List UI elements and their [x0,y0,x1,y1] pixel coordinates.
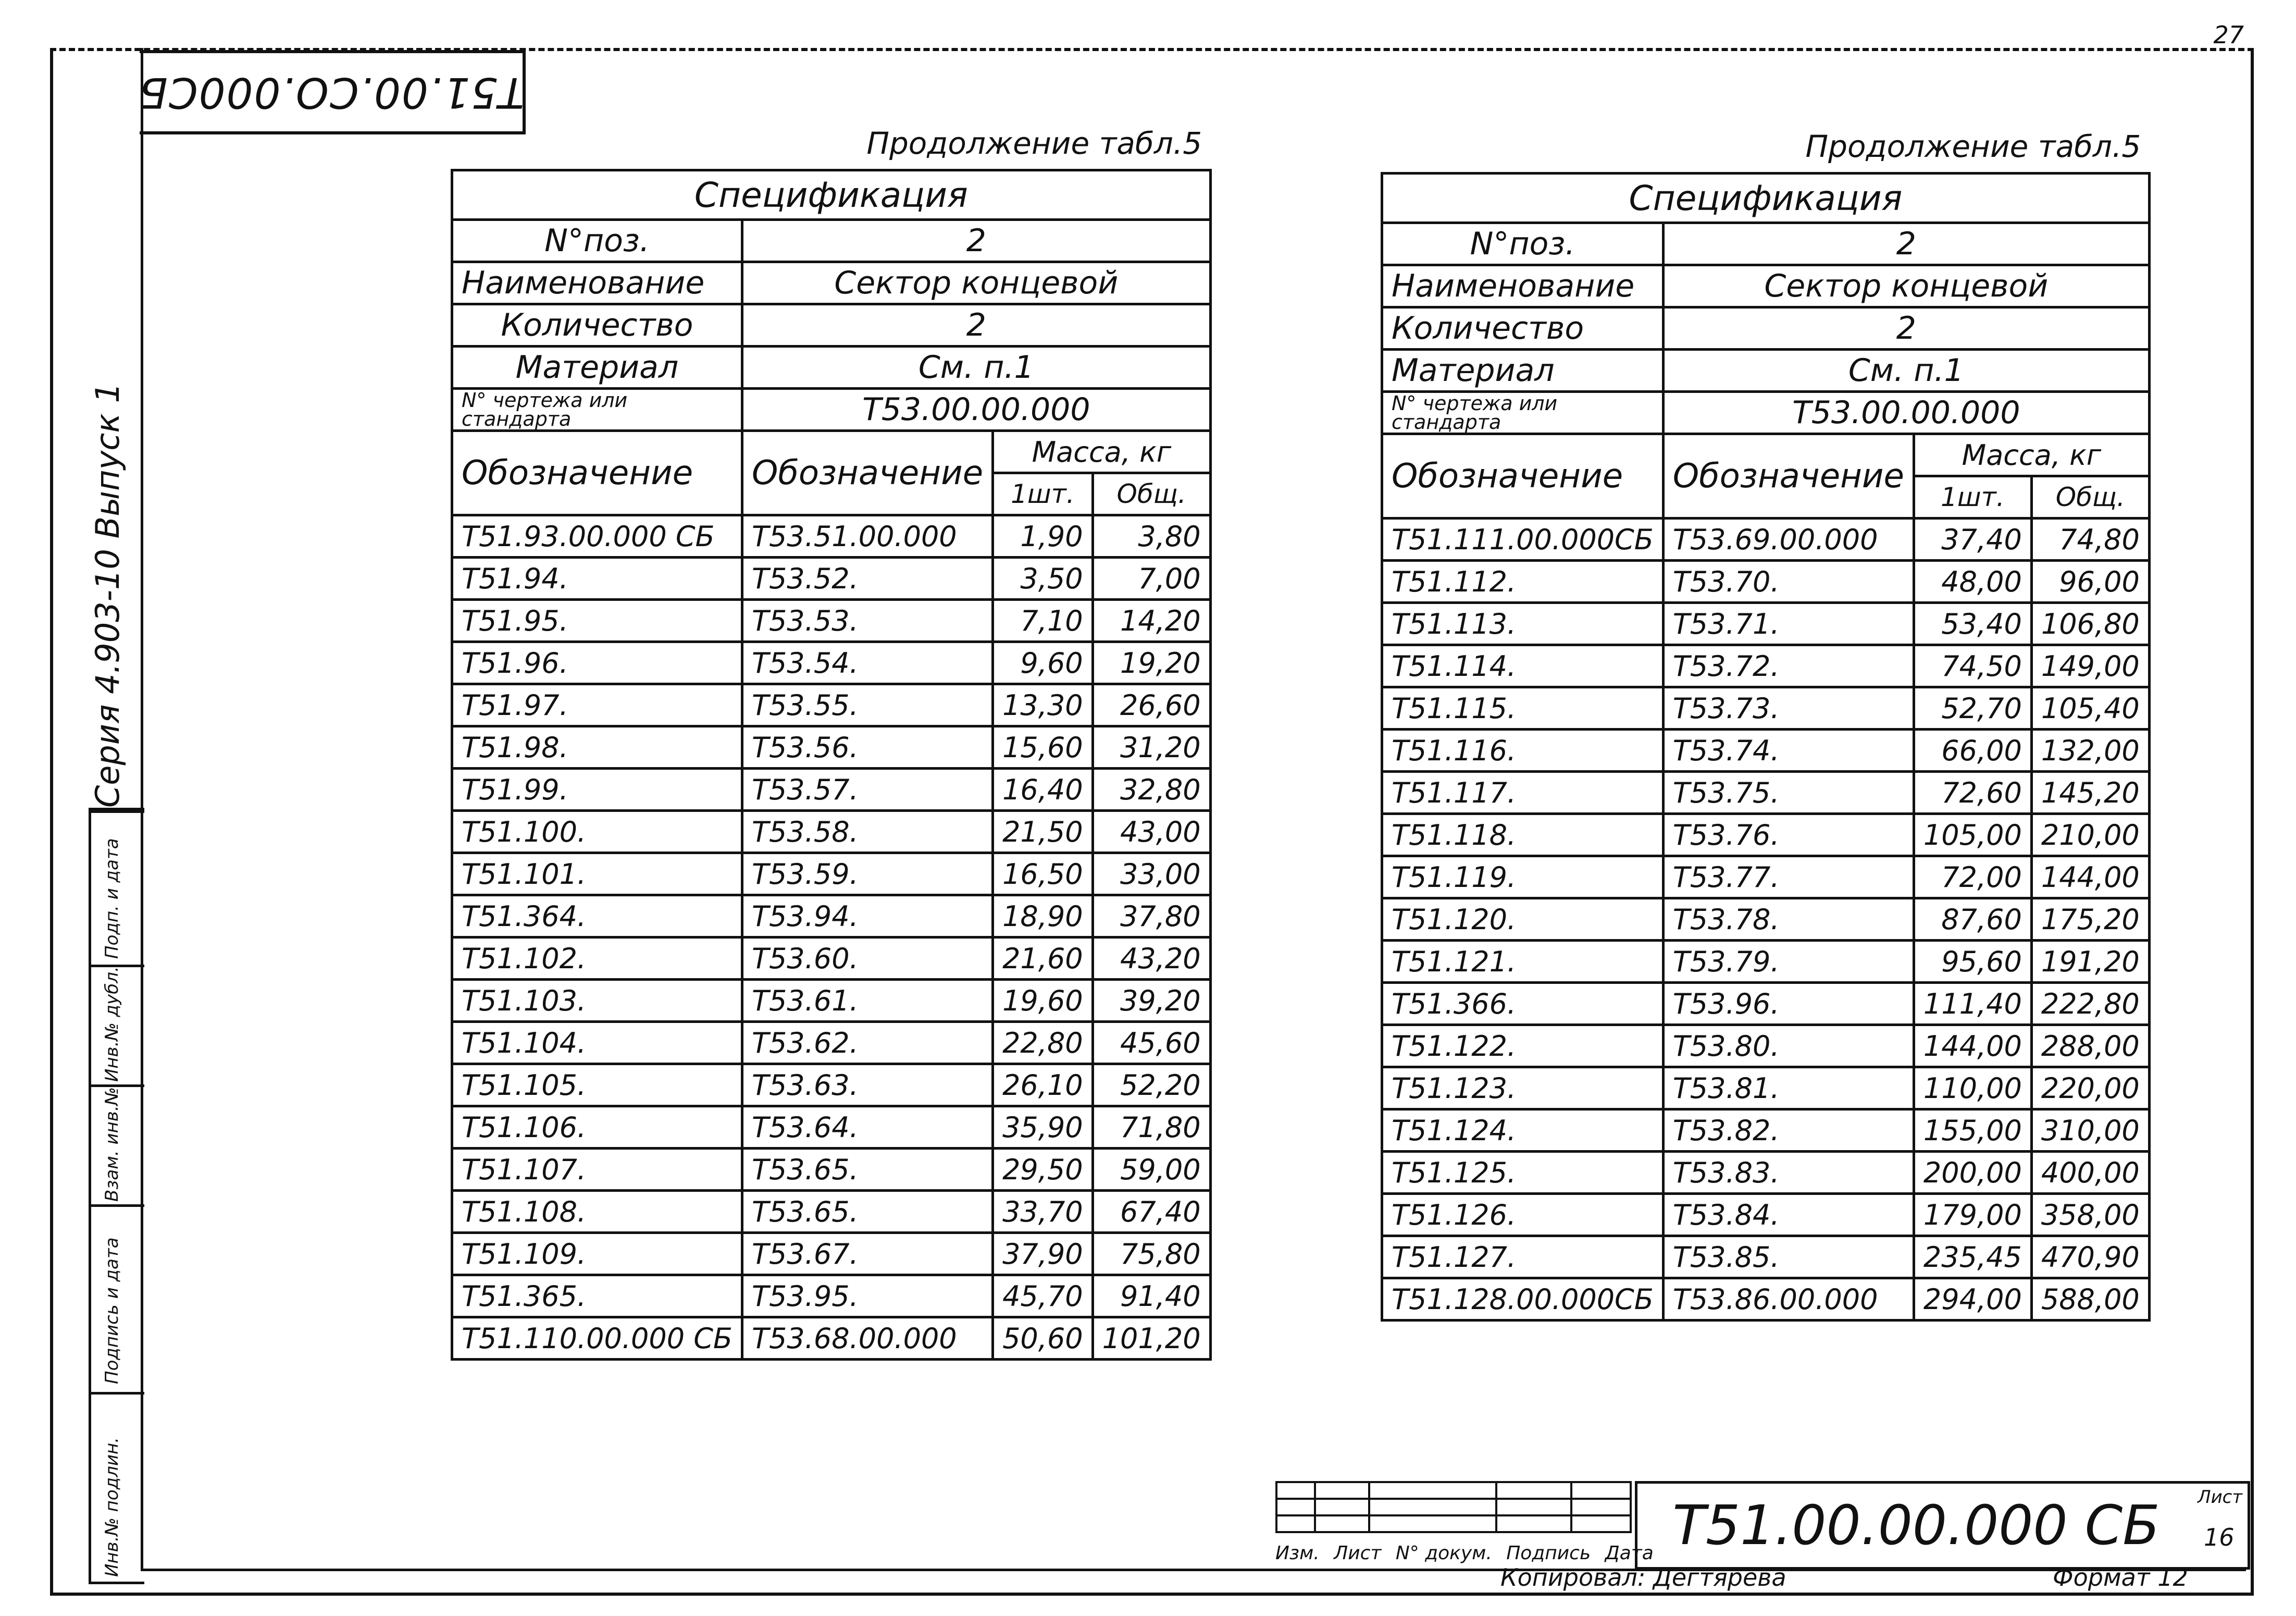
col-designation: Обозначение [1382,434,1664,519]
table-row [452,811,1211,853]
table-row [1382,1025,2150,1067]
unit-mass-cell: 45,70 [993,1275,1093,1317]
table-row [1382,603,2150,645]
designation-cell: Т51.125. [1382,1152,1664,1194]
designation-2-cell: Т53.54. [742,642,992,684]
name-value: Сектор концевой [1663,265,2149,307]
unit-mass-cell: 74,50 [1914,645,2031,687]
table-row [452,1022,1211,1064]
designation-2-cell: Т53.85. [1663,1236,1914,1278]
table-row [452,642,1211,684]
designation-2-cell: Т53.68.00.000 [742,1317,992,1360]
sheet-box [2192,1481,2250,1570]
unit-mass-cell: 9,60 [993,642,1093,684]
designation-cell: Т51.102. [452,937,742,980]
right-spec-table [1381,123,2151,1322]
col-designation-2: Обозначение [1663,434,1914,519]
designation-cell: Т51.97. [452,684,742,726]
designation-2-cell: Т53.94. [742,895,992,937]
total-mass-cell: 91,40 [1093,1275,1210,1317]
total-mass-cell: 7,00 [1093,558,1210,600]
designation-cell: Т51.114. [1382,645,1664,687]
designation-cell: Т51.366. [1382,983,1664,1025]
total-mass-cell: 32,80 [1093,769,1210,811]
total-mass-cell: 220,00 [2031,1067,2149,1109]
designation-cell: Т51.115. [1382,687,1664,730]
unit-mass-cell: 110,00 [1914,1067,2031,1109]
unit-mass-cell: 200,00 [1914,1152,2031,1194]
unit-mass-cell: 21,50 [993,811,1093,853]
total-mass-cell: 67,40 [1093,1191,1210,1233]
approval-strip [89,808,144,1584]
total-mass-cell: 106,80 [2031,603,2149,645]
drawing-label: N° чертежа или стандарта [452,389,742,431]
table-row [1382,561,2150,603]
total-mass-cell: 45,60 [1093,1022,1210,1064]
table-row [452,1233,1211,1275]
pos-label: N°поз. [1382,223,1664,265]
name-label: Наименование [1382,265,1664,307]
designation-2-cell: Т53.84. [1663,1194,1914,1236]
designation-cell: Т51.105. [452,1064,742,1106]
unit-mass-cell: 50,60 [993,1317,1093,1360]
total-mass-cell: 101,20 [1093,1317,1210,1360]
qty-value: 2 [1663,307,2149,350]
table-row [452,1106,1211,1149]
qty-label: Количество [1382,307,1664,350]
unit-mass-cell: 16,50 [993,853,1093,895]
total-mass-cell: 33,00 [1093,853,1210,895]
designation-cell: Т51.95. [452,600,742,642]
designation-cell: Т51.365. [452,1275,742,1317]
table-row [1382,1236,2150,1278]
material-label: Материал [1382,350,1664,392]
table-row [1382,1067,2150,1109]
designation-2-cell: Т53.57. [742,769,992,811]
table-row [452,853,1211,895]
revision-grid [1275,1481,1632,1533]
designation-cell: Т51.122. [1382,1025,1664,1067]
total-mass-cell: 3,80 [1093,515,1210,558]
total-mass-cell: 588,00 [2031,1278,2149,1321]
designation-cell: Т51.109. [452,1233,742,1275]
unit-mass-cell: 294,00 [1914,1278,2031,1321]
table-row [1382,1152,2150,1194]
unit-mass-cell: 21,60 [993,937,1093,980]
designation-2-cell: Т53.86.00.000 [1663,1278,1914,1321]
designation-2-cell: Т53.75. [1663,772,1914,814]
table-row [1382,1109,2150,1152]
designation-2-cell: Т53.77. [1663,856,1914,898]
total-mass-cell: 71,80 [1093,1106,1210,1149]
designation-cell: Т51.103. [452,980,742,1022]
unit-mass-cell: 35,90 [993,1106,1093,1149]
sheet-number: 16 [2204,1523,2235,1551]
total-mass-cell: 14,20 [1093,600,1210,642]
unit-mass-cell: 155,00 [1914,1109,2031,1152]
table-row [1382,941,2150,983]
unit-mass-cell: 105,00 [1914,814,2031,856]
table-row [452,895,1211,937]
col-per-unit: 1шт. [1914,476,2031,519]
total-mass-cell: 43,20 [1093,937,1210,980]
designation-cell: Т51.128.00.000СБ [1382,1278,1664,1321]
designation-cell: Т51.110.00.000 СБ [452,1317,742,1360]
total-mass-cell: 52,20 [1093,1064,1210,1106]
unit-mass-cell: 72,00 [1914,856,2031,898]
strip-label: Подпись и дата [102,1237,122,1384]
total-mass-cell: 144,00 [2031,856,2149,898]
total-mass-cell: 358,00 [2031,1194,2149,1236]
rev-label: Дата [1605,1543,1654,1564]
designation-2-cell: Т53.76. [1663,814,1914,856]
designation-cell: Т51.107. [452,1149,742,1191]
drawing-label: N° чертежа или стандарта [1382,392,1664,434]
designation-cell: Т51.100. [452,811,742,853]
table-row [1382,772,2150,814]
total-mass-cell: 39,20 [1093,980,1210,1022]
table-row [1382,519,2150,561]
designation-2-cell: Т53.59. [742,853,992,895]
total-mass-cell: 43,00 [1093,811,1210,853]
designation-2-cell: Т53.60. [742,937,992,980]
unit-mass-cell: 26,10 [993,1064,1093,1106]
designation-2-cell: Т53.61. [742,980,992,1022]
designation-cell: Т51.127. [1382,1236,1664,1278]
table-title: Спецификация [1382,174,2150,223]
table-row [1382,1194,2150,1236]
rev-label: Подпись [1506,1543,1591,1564]
table-row [1382,1278,2150,1321]
designation-cell: Т51.126. [1382,1194,1664,1236]
designation-cell: Т51.93.00.000 СБ [452,515,742,558]
strip-label: Инв.№ подлин. [102,1437,122,1577]
total-mass-cell: 222,80 [2031,983,2149,1025]
table-row [452,515,1211,558]
designation-cell: Т51.119. [1382,856,1664,898]
unit-mass-cell: 66,00 [1914,730,2031,772]
table-row [452,769,1211,811]
designation-2-cell: Т53.80. [1663,1025,1914,1067]
unit-mass-cell: 179,00 [1914,1194,2031,1236]
designation-2-cell: Т53.95. [742,1275,992,1317]
strip-label: Подп. и дата [102,838,122,959]
table-row [452,1191,1211,1233]
qty-value: 2 [742,304,1210,347]
designation-2-cell: Т53.70. [1663,561,1914,603]
unit-mass-cell: 48,00 [1914,561,2031,603]
designation-cell: Т51.116. [1382,730,1664,772]
unit-mass-cell: 37,90 [993,1233,1093,1275]
designation-2-cell: Т53.52. [742,558,992,600]
table-row [1382,898,2150,941]
unit-mass-cell: 72,60 [1914,772,2031,814]
unit-mass-cell: 52,70 [1914,687,2031,730]
unit-mass-cell: 37,40 [1914,519,2031,561]
table-row [1382,645,2150,687]
title-block [1275,1481,2248,1564]
total-mass-cell: 75,80 [1093,1233,1210,1275]
designation-cell: Т51.112. [1382,561,1664,603]
designation-cell: Т51.108. [452,1191,742,1233]
unit-mass-cell: 33,70 [993,1191,1093,1233]
total-mass-cell: 31,20 [1093,726,1210,769]
total-mass-cell: 175,20 [2031,898,2149,941]
table-row [452,980,1211,1022]
unit-mass-cell: 19,60 [993,980,1093,1022]
designation-cell: Т51.104. [452,1022,742,1064]
rev-label: Лист [1334,1543,1382,1564]
series-label: Серия 4.903-10 Выпуск 1 [89,383,127,808]
table-row [1382,856,2150,898]
designation-cell: Т51.120. [1382,898,1664,941]
unit-mass-cell: 7,10 [993,600,1093,642]
designation-2-cell: Т53.96. [1663,983,1914,1025]
designation-2-cell: Т53.81. [1663,1067,1914,1109]
unit-mass-cell: 144,00 [1914,1025,2031,1067]
designation-cell: Т51.123. [1382,1067,1664,1109]
table-row [1382,687,2150,730]
designation-cell: Т51.96. [452,642,742,684]
designation-2-cell: Т53.63. [742,1064,992,1106]
table-caption: Продолжение табл.5 [1382,123,2150,174]
unit-mass-cell: 15,60 [993,726,1093,769]
col-designation: Обозначение [452,431,742,515]
designation-cell: Т51.98. [452,726,742,769]
total-mass-cell: 37,80 [1093,895,1210,937]
total-mass-cell: 59,00 [1093,1149,1210,1191]
unit-mass-cell: 22,80 [993,1022,1093,1064]
rev-label: Изм. [1275,1543,1320,1564]
unit-mass-cell: 95,60 [1914,941,2031,983]
designation-cell: Т51.364. [452,895,742,937]
table-title: Спецификация [452,170,1211,220]
unit-mass-cell: 18,90 [993,895,1093,937]
page-number: 27 [2213,21,2244,49]
unit-mass-cell: 1,90 [993,515,1093,558]
stamp-code: Т51.00.СО.000СБ [138,68,525,117]
designation-2-cell: Т53.51.00.000 [742,515,992,558]
unit-mass-cell: 87,60 [1914,898,2031,941]
table-row [452,558,1211,600]
total-mass-cell: 96,00 [2031,561,2149,603]
designation-cell: Т51.101. [452,853,742,895]
col-mass: Масса, кг [1914,434,2149,476]
unit-mass-cell: 3,50 [993,558,1093,600]
designation-2-cell: Т53.64. [742,1106,992,1149]
table-row [1382,814,2150,856]
unit-mass-cell: 16,40 [993,769,1093,811]
designation-2-cell: Т53.58. [742,811,992,853]
strip-label: Инв.№ дубл. [102,966,122,1082]
designation-cell: Т51.117. [1382,772,1664,814]
unit-mass-cell: 111,40 [1914,983,2031,1025]
designation-cell: Т51.99. [452,769,742,811]
table-row [452,1317,1211,1360]
total-mass-cell: 310,00 [2031,1109,2149,1152]
pos-value: 2 [1663,223,2149,265]
name-label: Наименование [452,262,742,304]
total-mass-cell: 74,80 [2031,519,2149,561]
table-caption: Продолжение табл.5 [452,120,1211,170]
total-mass-cell: 105,40 [2031,687,2149,730]
designation-cell: Т51.124. [1382,1109,1664,1152]
designation-cell: Т51.118. [1382,814,1664,856]
unit-mass-cell: 13,30 [993,684,1093,726]
designation-2-cell: Т53.65. [742,1149,992,1191]
table-row [452,937,1211,980]
table-row [452,600,1211,642]
total-mass-cell: 210,00 [2031,814,2149,856]
format-label: Формат 12 [2053,1563,2188,1592]
designation-cell: Т51.121. [1382,941,1664,983]
designation-2-cell: Т53.72. [1663,645,1914,687]
col-per-unit: 1шт. [993,473,1093,515]
pos-label: N°поз. [452,220,742,262]
unit-mass-cell: 53,40 [1914,603,2031,645]
table-row [452,1149,1211,1191]
total-mass-cell: 288,00 [2031,1025,2149,1067]
total-mass-cell: 19,20 [1093,642,1210,684]
designation-cell: Т51.94. [452,558,742,600]
col-designation-2: Обозначение [742,431,992,515]
total-mass-cell: 26,60 [1093,684,1210,726]
designation-2-cell: Т53.67. [742,1233,992,1275]
strip-cell [91,965,144,1087]
designation-cell: Т51.113. [1382,603,1664,645]
designation-2-cell: Т53.78. [1663,898,1914,941]
designation-2-cell: Т53.71. [1663,603,1914,645]
strip-cell [91,1084,144,1207]
designation-cell: Т51.106. [452,1106,742,1149]
material-value: См. п.1 [1663,350,2149,392]
designation-2-cell: Т53.69.00.000 [1663,519,1914,561]
total-mass-cell: 132,00 [2031,730,2149,772]
document-code: Т51.00.00.000 СБ [1635,1481,2195,1570]
left-spec-table [451,120,1212,1361]
table-row [1382,730,2150,772]
designation-2-cell: Т53.65. [742,1191,992,1233]
strip-cell [91,1204,144,1395]
table-row [1382,983,2150,1025]
designation-2-cell: Т53.56. [742,726,992,769]
unit-mass-cell: 29,50 [993,1149,1093,1191]
designation-2-cell: Т53.53. [742,600,992,642]
total-mass-cell: 400,00 [2031,1152,2149,1194]
sheet-label: Лист [2198,1487,2243,1508]
strip-cell [91,810,144,967]
total-mass-cell: 145,20 [2031,772,2149,814]
table-row [452,1275,1211,1317]
total-mass-cell: 149,00 [2031,645,2149,687]
col-total: Общ. [1093,473,1210,515]
designation-2-cell: Т53.83. [1663,1152,1914,1194]
unit-mass-cell: 235,45 [1914,1236,2031,1278]
total-mass-cell: 191,20 [2031,941,2149,983]
designation-2-cell: Т53.73. [1663,687,1914,730]
rev-label: N° докум. [1395,1543,1492,1564]
designation-2-cell: Т53.74. [1663,730,1914,772]
qty-label: Количество [452,304,742,347]
table-row [452,726,1211,769]
pos-value: 2 [742,220,1210,262]
designation-2-cell: Т53.55. [742,684,992,726]
material-label: Материал [452,347,742,389]
designation-2-cell: Т53.82. [1663,1109,1914,1152]
total-mass-cell: 470,90 [2031,1236,2149,1278]
strip-cell [91,1392,144,1582]
material-value: См. п.1 [742,347,1210,389]
revision-labels [1275,1543,1662,1564]
table-row [452,1064,1211,1106]
designation-2-cell: Т53.79. [1663,941,1914,983]
col-total: Общ. [2031,476,2149,519]
drawing-value: Т53.00.00.000 [742,389,1210,431]
designation-2-cell: Т53.62. [742,1022,992,1064]
col-mass: Масса, кг [993,431,1211,473]
table-row [452,684,1211,726]
name-value: Сектор концевой [742,262,1210,304]
designation-cell: Т51.111.00.000СБ [1382,519,1664,561]
drawing-value: Т53.00.00.000 [1663,392,2149,434]
copied-by: Копировал: Дегтярева [1500,1563,1786,1592]
strip-label: Взам. инв.№ [102,1087,122,1202]
